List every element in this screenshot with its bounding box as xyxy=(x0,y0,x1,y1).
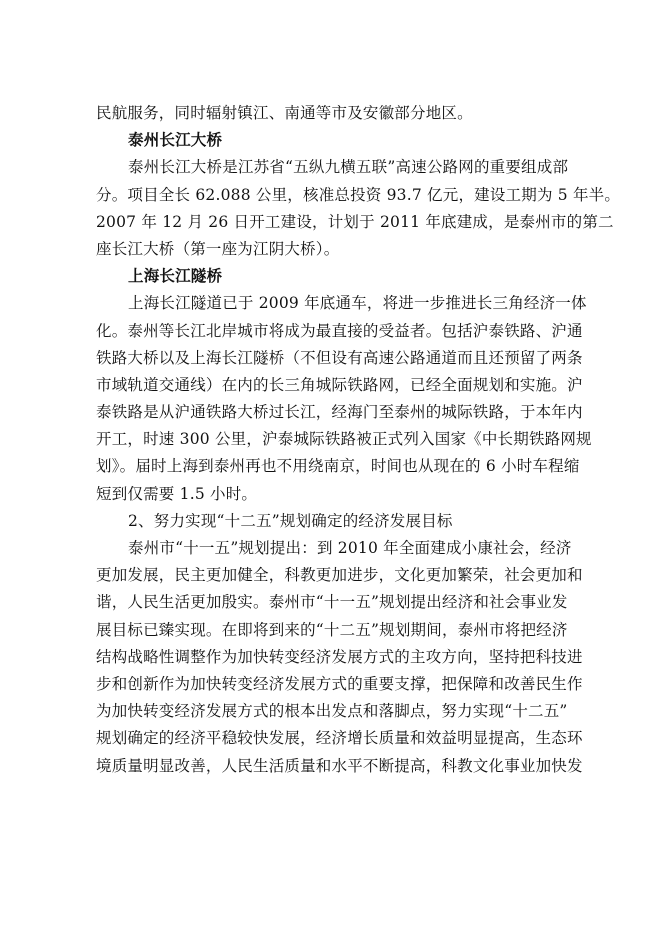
paragraph-line: 展目标已臻实现。在即将到来的“十二五”规划期间，泰州市将把经济 xyxy=(96,620,568,639)
section-heading-economic-goals: 2、努力实现“十二五”规划确定的经济发展目标 xyxy=(128,511,453,530)
paragraph-line: 化。泰州等长江北岸城市将成为最直接的受益者。包括沪泰铁路、沪通 xyxy=(96,321,583,340)
paragraph-line: 泰州市“十一五”规划提出：到 2010 年全面建成小康社会，经济 xyxy=(128,539,572,557)
section-heading-shanghai-tunnel: 上海长江隧桥 xyxy=(128,267,223,286)
paragraph-line: 市域轨道交通线）在内的长三角城际铁路网，已经全面规划和实施。沪 xyxy=(96,375,583,394)
document-page xyxy=(96,100,621,780)
paragraph-line: 泰铁路是从沪通铁路大桥过长江，经海门至泰州的城际铁路，于本年内 xyxy=(96,403,583,422)
paragraph-line: 铁路大桥以及上海长江隧桥（不但设有高速公路通道而且还预留了两条 xyxy=(96,348,583,367)
paragraph-line: 2007 年 12 月 26 日开工建设，计划于 2011 年底建成，是泰州市的第二 xyxy=(96,212,614,231)
paragraph-line: 开工，时速 300 公里，沪泰城际铁路被正式列入国家《中长期铁路网规 xyxy=(96,430,592,449)
paragraph-line: 座长江大桥（第一座为江阴大桥）。 xyxy=(96,239,340,258)
paragraph-line: 谐，人民生活更加殷实。泰州市“十一五”规划提出经济和社会事业发 xyxy=(96,593,568,612)
paragraph-line: 分。项目全长 62.088 公里，核准总投资 93.7 亿元，建设工期为 5 年半。 xyxy=(96,185,621,204)
paragraph-line: 民航服务，同时辐射镇江、南通等市及安徽部分地区。 xyxy=(96,104,473,122)
paragraph-line: 更加发展，民主更加健全，科教更加进步，文化更加繁荣，社会更加和 xyxy=(96,566,583,585)
paragraph-line: 结构战略性调整作为加快转变经济发展方式的主攻方向，坚持把科技进 xyxy=(96,647,583,666)
paragraph-line: 境质量明显改善，人民生活质量和水平不断提高，科教文化事业加快发 xyxy=(96,756,583,775)
paragraph-line: 短到仅需要 1.5 小时。 xyxy=(96,484,258,503)
paragraph-line: 步和创新作为加快转变经济发展方式的重要支撑，把保障和改善民生作 xyxy=(96,674,583,693)
paragraph-line: 划》。届时上海到泰州再也不用绕南京，时间也从现在的 6 小时车程缩 xyxy=(96,457,580,476)
paragraph-line: 为加快转变经济发展方式的根本出发点和落脚点，努力实现“十二五” xyxy=(96,702,568,721)
section-heading-taizhou-bridge: 泰州长江大桥 xyxy=(128,131,223,150)
paragraph-line: 泰州长江大桥是江苏省“五纵九横五联”高速公路网的重要组成部 xyxy=(128,158,569,177)
paragraph-line: 规划确定的经济平稳较快发展，经济增长质量和效益明显提高，生态环 xyxy=(96,729,583,748)
paragraph-line: 上海长江隧道已于 2009 年底通车，将进一步推进长三角经济一体 xyxy=(128,294,587,313)
